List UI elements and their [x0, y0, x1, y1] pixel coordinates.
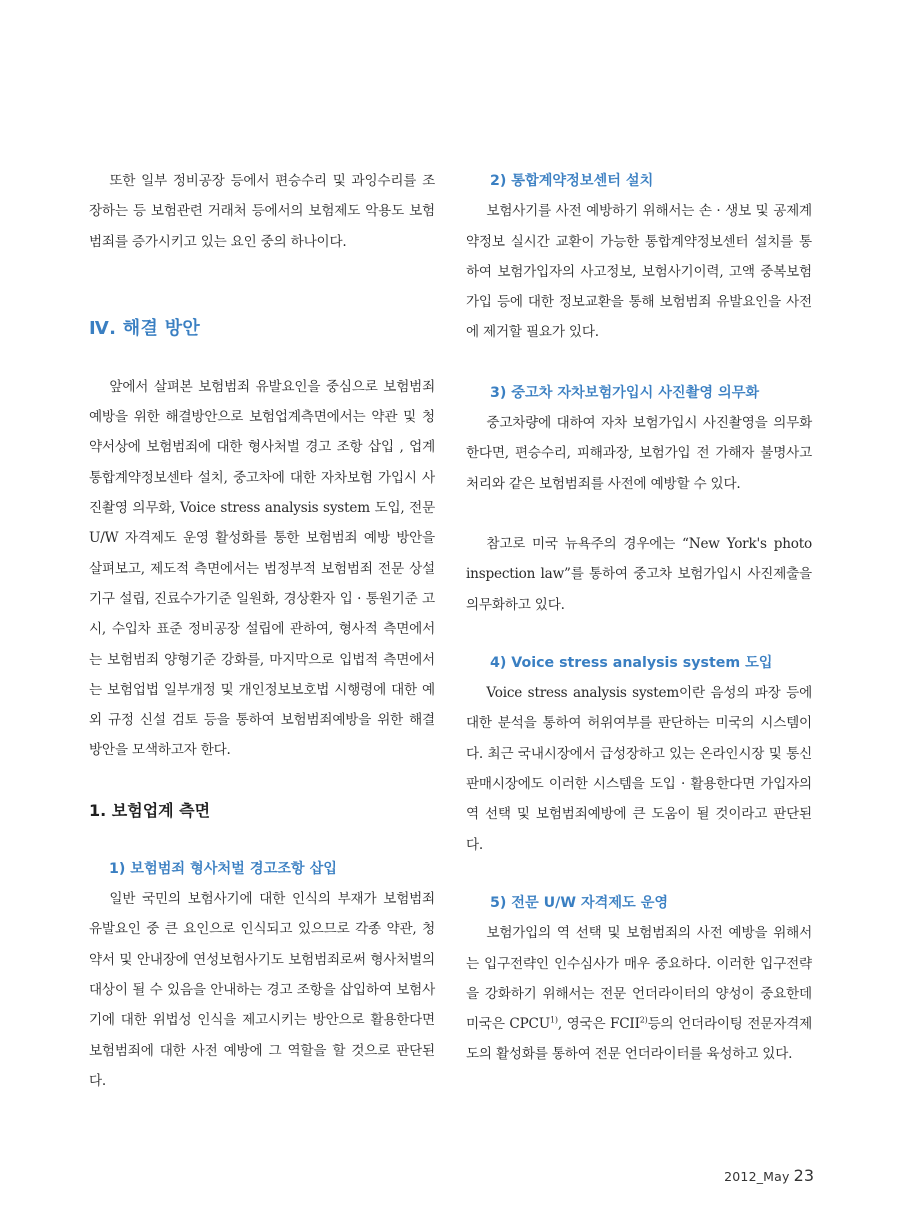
intro-paragraph: 또한 일부 정비공장 등에서 편승수리 및 과잉수리를 조장하는 등 보험관련 거래처 등에서의 보험제도 악용도 보험범죄를 증가시키고 있는 요인 중의 하나이다.	[89, 173, 435, 250]
item1-body: 일반 국민의 보험사기에 대한 인식의 부재가 보험범죄 유발요인 중 큰 요인으로 인식되고 있으므로 각종 약관, 청약서 및 안내장에 연성보험사기도 보험범죄로써 형사처벌의 대상이 될 수 있음을 안내하는 경고 조항을 삽입하여 보험사기에 대한 위법성 인식을 제고시키는 방안으로 활용한다면 보험범죄에 대한 사전 예방에 그 역할을 할 것으로 판단된다.	[89, 891, 435, 1089]
item1-heading: 1) 보험범죄 형사처벌 경고조항 삽입	[109, 860, 337, 877]
page-number: 23	[793, 1166, 814, 1185]
right-column	[466, 166, 812, 1070]
item5-body	[466, 918, 812, 1069]
item5-heading: 5) 전문 U/W 자격제도 운영	[490, 894, 669, 911]
left-column	[89, 166, 435, 1096]
item2-heading: 2) 통합계약정보센터 설치	[490, 173, 654, 189]
item4-body: Voice stress analysis system이란 음성의 파장 등에 대한 분석을 통하여 허위여부를 판단하는 미국의 시스템이다. 최근 국내시장에서 급성장하고 있는 온라인시장 및 통신판매시장에도 이러한 시스템을 도입 · 활용한다면 가입자의 역 선택 및 보험범죄예방에 큰 도움이 될 것이라고 판단된다.	[466, 685, 812, 853]
footnote-ref-2: 2)	[639, 1015, 648, 1025]
page-footer	[724, 1166, 814, 1185]
item5-text-a: 보험가입의 역 선택 및 보험범죄의 사전 예방을 위해서는 입구전략인 인수심사가 매우 중요하다. 이러한 입구전략을 강화하기 위해서는 전문 언더라이터의 양성이 중요한데 미국은 CPCU	[466, 925, 812, 1033]
section-body-paragraph: 앞에서 살펴본 보험범죄 유발요인을 중심으로 보험범죄 예방을 위한 해결방안으로 보험업계측면에서는 약관 및 청약서상에 보험범죄에 대한 형사처벌 경고 조항 삽입 , 업계통합계약정보센타 설치, 중고차에 대한 자차보험 가입시 사진촬영 의무화, Voice stress analysis system 도입, 전문 U/W 자격제도 운영 활성화를 통한 보험범죄 예방 방안을 살펴보고, 제도적 측면에서는 범정부적 보험범죄 전문 상설기구 설립, 진료수가기준 일원화, 경상환자 입 · 통원기준 고시, 수입차 표준 정비공장 설립에 관하여, 형사적 측면에서는 보험범죄 양형기준 강화를, 마지막으로 입법적 측면에서는 보험업법 일부개정 및 개인정보보호법 시행령에 대한 예외 규정 신설 검토 등을 통하여 보험범죄예방을 위한 해결 방안을 모색하고자 한다.	[89, 378, 435, 759]
item3-body: 중고차량에 대하여 자차 보험가입시 사진촬영을 의무화한다면, 편승수리, 피해과장, 보험가입 전 가해자 불명사고처리와 같은 보험범죄를 사전에 예방할 수 있다.	[466, 415, 812, 492]
item5-text-b: , 영국은 FCII	[557, 1016, 640, 1033]
footnote-ref-1: 1)	[550, 1015, 558, 1025]
subsection-heading-insurance-industry: 1. 보험업계 측면	[89, 800, 211, 820]
item3-note: 참고로 미국 뉴욕주의 경우에는 “New York's photo inspection law”를 통하여 중고차 보험가입시 사진제출을 의무화하고 있다.	[466, 535, 812, 613]
item5-text-c: 등의 언더라이팅 전문자격제도의 활성화를 통하여 전문 언더라이터를 육성하고 있다.	[466, 1016, 813, 1063]
item3-heading: 3) 중고차 자차보험가입시 사진촬영 의무화	[490, 384, 760, 401]
item2-body: 보험사기를 사전 예방하기 위해서는 손 · 생보 및 공제계약정보 실시간 교환이 가능한 통합계약정보센터 설치를 통하여 보험가입자의 사고정보, 보험사기이력, 고액 중복보험가입 등에 대한 정보교환을 통해 보험범죄 유발요인을 사전에 제거할 필요가 있다.	[466, 203, 812, 341]
item4-heading: 4) Voice stress analysis system 도입	[490, 654, 773, 671]
section-heading-solutions: Ⅳ. 해결 방안	[89, 317, 201, 339]
issue-label: 2012_May	[724, 1169, 790, 1184]
